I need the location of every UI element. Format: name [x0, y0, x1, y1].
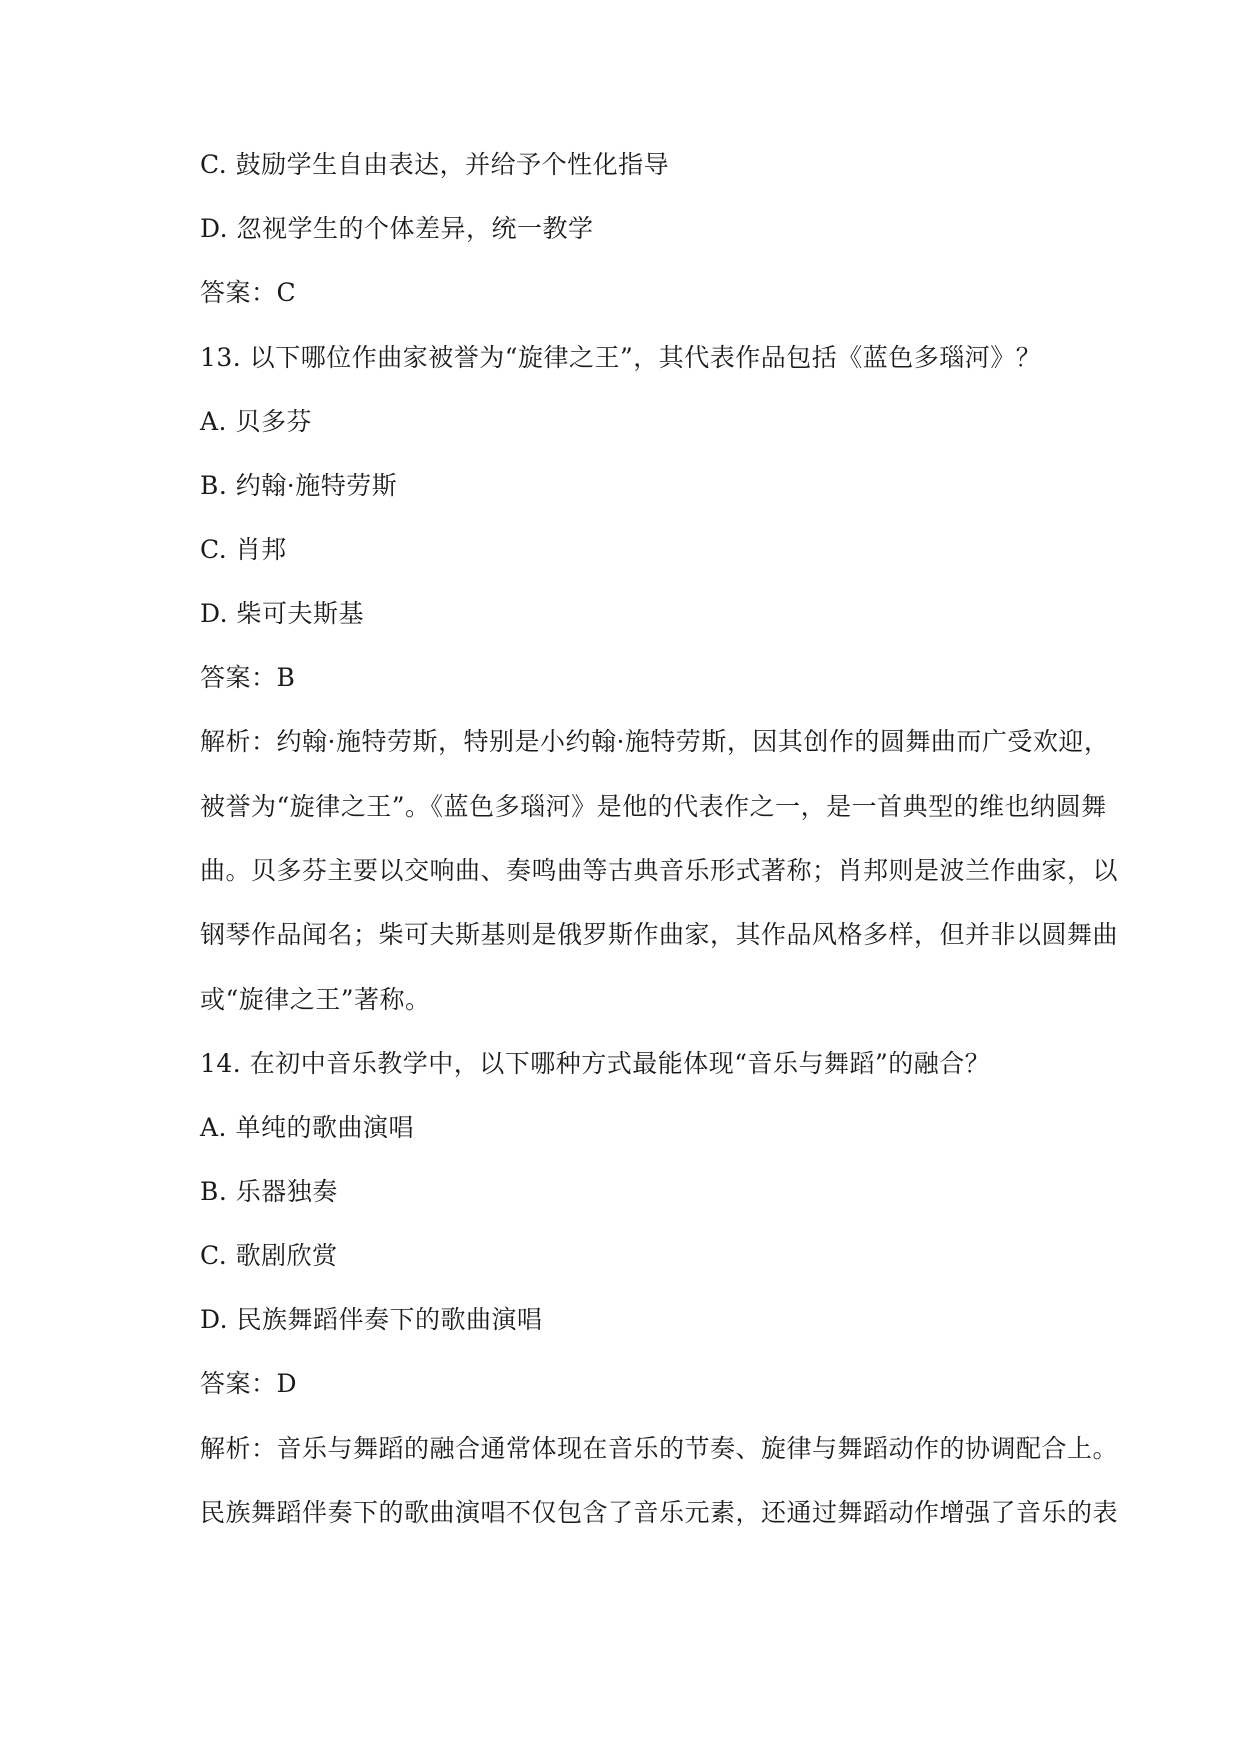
option-c-q13: C. 肖邦 — [200, 535, 287, 564]
explanation-q13-line-1: 解析：约翰·施特劳斯，特别是小约翰·施特劳斯，因其创作的圆舞曲而广受欢迎， — [200, 727, 1110, 756]
explanation-q13-line-4: 钢琴作品闻名；柴可夫斯基则是俄罗斯作曲家，其作品风格多样，但并非以圆舞曲 — [200, 920, 1119, 949]
answer-q14: 答案：D — [200, 1369, 298, 1398]
option-d-q13: D. 柴可夫斯基 — [200, 599, 365, 628]
option-a-q13: A. 贝多芬 — [200, 407, 312, 436]
option-c-q14: C. 歌剧欣赏 — [200, 1241, 338, 1270]
answer-q12: 答案：C — [200, 278, 297, 307]
question-13: 13. 以下哪位作曲家被誉为“旋律之王”，其代表作品包括《蓝色多瑙河》？ — [200, 343, 1042, 372]
option-d-q14: D. 民族舞蹈伴奏下的歌曲演唱 — [200, 1305, 543, 1334]
explanation-q13-line-2: 被誉为“旋律之王”。《蓝色多瑙河》是他的代表作之一，是一首典型的维也纳圆舞 — [200, 792, 1107, 821]
explanation-q14-line-2: 民族舞蹈伴奏下的歌曲演唱不仅包含了音乐元素，还通过舞蹈动作增强了音乐的表 — [200, 1498, 1119, 1527]
question-14: 14. 在初中音乐教学中，以下哪种方式最能体现“音乐与舞蹈”的融合？ — [200, 1049, 991, 1078]
option-b-q13: B. 约翰·施特劳斯 — [200, 471, 398, 500]
option-b-q14: B. 乐器独奏 — [200, 1177, 338, 1206]
explanation-q13-line-3: 曲。贝多芬主要以交响曲、奏鸣曲等古典音乐形式著称；肖邦则是波兰作曲家，以 — [200, 856, 1119, 885]
explanation-q14-line-1: 解析：音乐与舞蹈的融合通常体现在音乐的节奏、旋律与舞蹈动作的协调配合上。 — [200, 1434, 1119, 1463]
answer-q13: 答案：B — [200, 663, 296, 692]
explanation-q13-line-5: 或“旋律之王”著称。 — [200, 985, 431, 1014]
option-a-q14: A. 单纯的歌曲演唱 — [200, 1113, 414, 1142]
option-d-q12: D. 忽视学生的个体差异，统一教学 — [200, 214, 594, 243]
option-c-q12: C. 鼓励学生自由表达，并给予个性化指导 — [200, 150, 670, 179]
